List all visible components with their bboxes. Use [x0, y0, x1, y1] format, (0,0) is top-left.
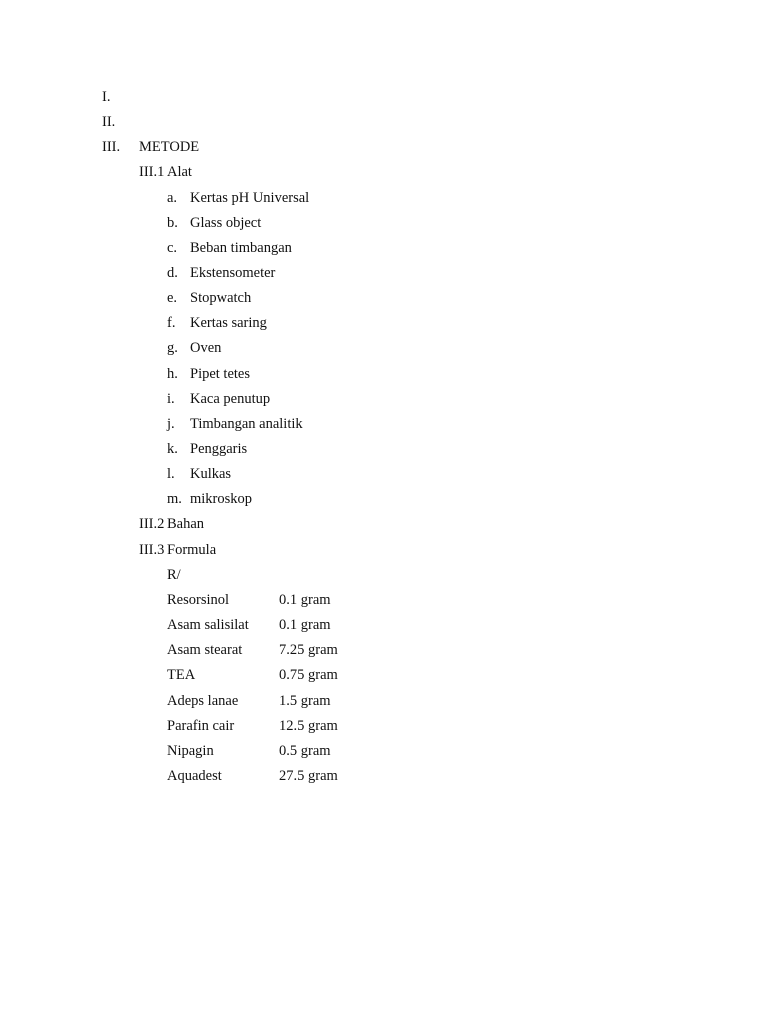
list-item: Stopwatch — [190, 290, 252, 306]
list-item-letter: a. — [167, 190, 178, 206]
list-item-letter: j. — [167, 416, 175, 432]
list-item-letter: m. — [167, 491, 182, 507]
ingredient-quantity: 0.1 gram — [279, 617, 331, 633]
list-item: Kaca penutup — [190, 391, 271, 407]
subsection-alat-number: III.1 — [139, 164, 165, 180]
ingredient-name: Asam salisilat — [167, 617, 249, 633]
ingredient-name: Adeps lanae — [167, 693, 239, 709]
ingredient-quantity: 0.1 gram — [279, 592, 331, 608]
list-item-letter: g. — [167, 340, 178, 356]
subsection-bahan-title: Bahan — [167, 516, 205, 532]
subsection-formula-number: III.3 — [139, 542, 165, 558]
list-item: Oven — [190, 340, 222, 356]
subsection-bahan-number: III.2 — [139, 516, 165, 532]
ingredient-quantity: 7.25 gram — [279, 642, 338, 658]
list-item-letter: h. — [167, 366, 178, 382]
ingredient-name: TEA — [167, 667, 196, 683]
ingredient-quantity: 0.5 gram — [279, 743, 331, 759]
ingredient-quantity: 1.5 gram — [279, 693, 331, 709]
subsection-formula-title: Formula — [167, 542, 217, 558]
ingredient-quantity: 0.75 gram — [279, 667, 338, 683]
section-2-number: II. — [102, 114, 116, 130]
list-item: Kertas saring — [190, 315, 267, 331]
ingredient-name: Asam stearat — [167, 642, 243, 658]
list-item: Penggaris — [190, 441, 248, 457]
list-item-letter: b. — [167, 215, 178, 231]
ingredient-name: Nipagin — [167, 743, 214, 759]
list-item-letter: e. — [167, 290, 178, 306]
list-item: Beban timbangan — [190, 240, 292, 256]
list-item-letter: d. — [167, 265, 178, 281]
list-item-letter: i. — [167, 391, 175, 407]
list-item-letter: c. — [167, 240, 178, 256]
section-3-number: III. — [102, 139, 121, 155]
recipe-mark: R/ — [167, 567, 181, 583]
subsection-alat-title: Alat — [167, 164, 192, 180]
ingredient-name: Parafin cair — [167, 718, 235, 734]
ingredient-quantity: 27.5 gram — [279, 768, 338, 784]
ingredient-name: Aquadest — [167, 768, 222, 784]
list-item: Ekstensometer — [190, 265, 276, 281]
list-item: Kertas pH Universal — [190, 190, 310, 206]
list-item-letter: k. — [167, 441, 178, 457]
list-item: Kulkas — [190, 466, 232, 482]
list-item: Pipet tetes — [190, 366, 251, 382]
list-item: mikroskop — [190, 491, 253, 507]
list-item: Glass object — [190, 215, 262, 231]
list-item-letter: l. — [167, 466, 175, 482]
list-item: Timbangan analitik — [190, 416, 303, 432]
section-1-number: I. — [102, 89, 111, 105]
list-item-letter: f. — [167, 315, 176, 331]
ingredient-name: Resorsinol — [167, 592, 230, 608]
ingredient-quantity: 12.5 gram — [279, 718, 338, 734]
section-3-title: METODE — [139, 139, 200, 155]
